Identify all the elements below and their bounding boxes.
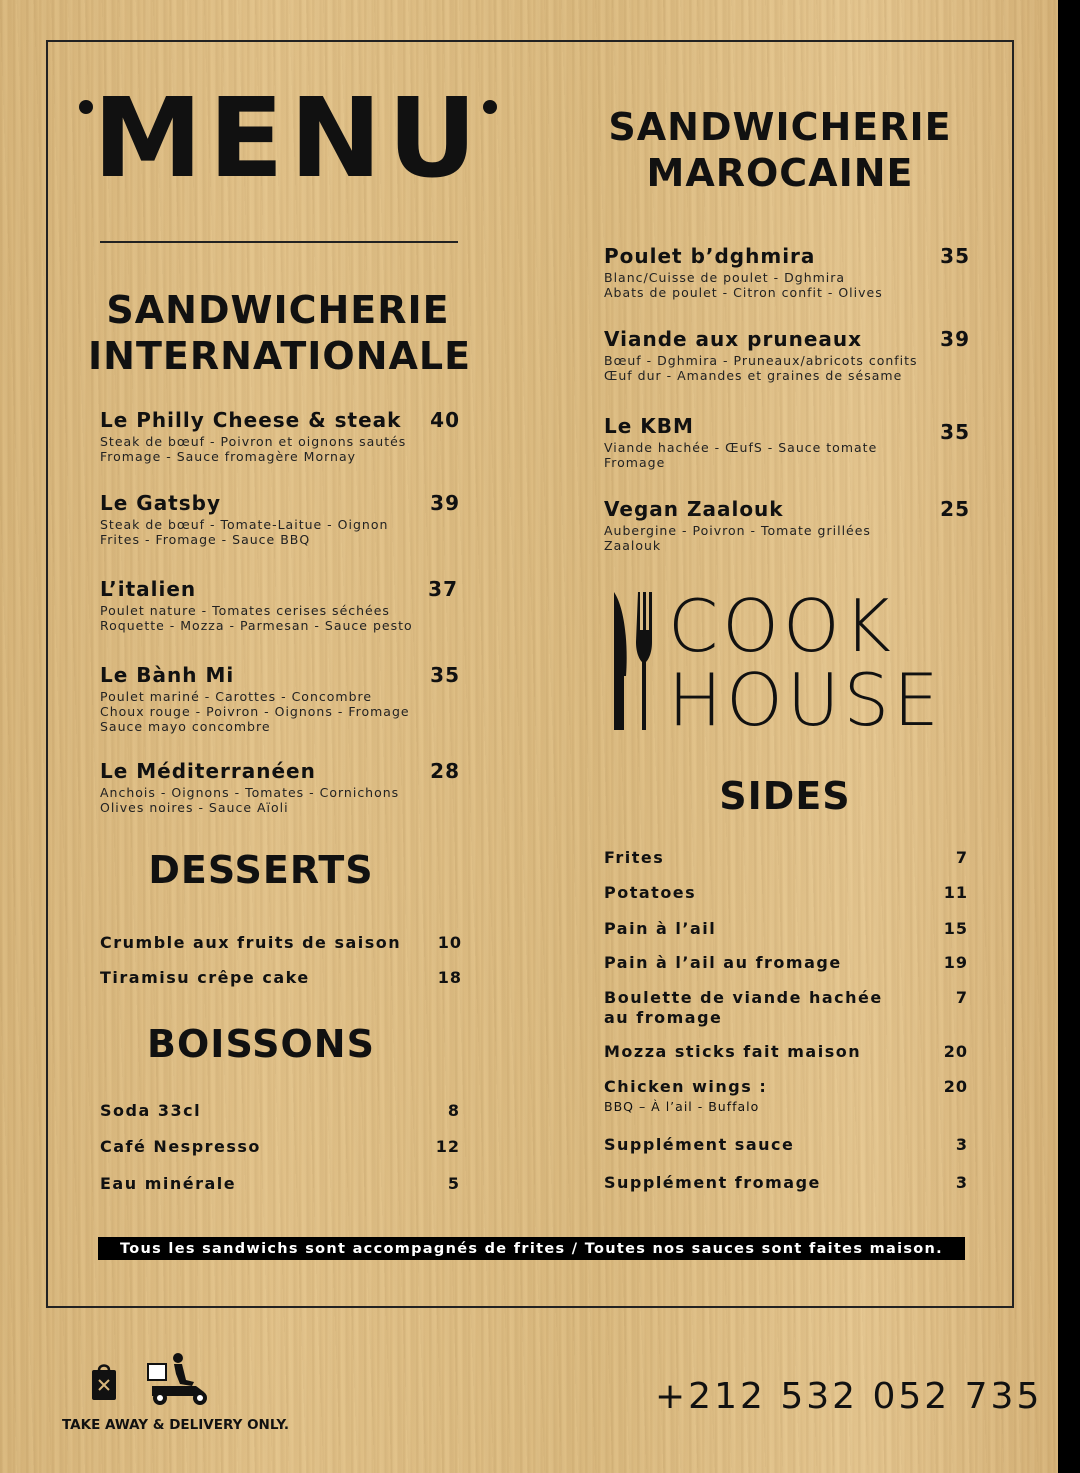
- item-price: 39: [430, 491, 460, 515]
- menu-title-text: MENU: [93, 74, 483, 202]
- phone-number[interactable]: +212 532 052 735: [655, 1376, 1043, 1417]
- item-price: 35: [430, 663, 460, 687]
- row-name: Crumble aux fruits de saison: [100, 933, 402, 952]
- side-row: [604, 1042, 968, 1062]
- side-row: [604, 883, 968, 903]
- drink-row: [100, 1137, 460, 1157]
- logo-line-house: HOUSE: [668, 658, 943, 742]
- row-price: 20: [943, 1042, 968, 1061]
- row-price: 20: [943, 1077, 968, 1096]
- row-name: Chicken wings :: [604, 1077, 768, 1096]
- row-price: 10: [437, 933, 462, 952]
- side-row: [604, 1135, 968, 1155]
- takeaway-delivery-label: TAKE AWAY & DELIVERY ONLY.: [62, 1417, 290, 1433]
- menu-item: [604, 244, 970, 300]
- section-title-marocaine: [590, 105, 970, 196]
- section-title-internationale: [88, 288, 472, 379]
- right-edge-strip: [1058, 0, 1080, 1473]
- item-name: Le Méditerranéen: [100, 759, 316, 783]
- row-price: 15: [943, 919, 968, 938]
- row-name: Pain à l’ail au fromage: [604, 953, 842, 972]
- row-price: 3: [955, 1173, 968, 1192]
- menu-item: [100, 759, 460, 815]
- item-name: Vegan Zaalouk: [604, 497, 784, 521]
- item-price: 35: [940, 244, 970, 268]
- side-row: [604, 988, 968, 1028]
- item-name: L’italien: [100, 577, 197, 601]
- section-title-line1: SANDWICHERIE: [106, 288, 450, 332]
- menu-item: [604, 327, 970, 383]
- menu-item: [604, 414, 970, 470]
- menu-item: [100, 663, 460, 734]
- section-title-line2: INTERNATIONALE: [88, 333, 472, 378]
- takeaway-bag-icon: [90, 1362, 118, 1402]
- row-price: 5: [447, 1174, 460, 1193]
- side-row: [604, 1173, 968, 1193]
- row-price: 18: [437, 968, 462, 987]
- menu-item: [100, 491, 460, 547]
- item-price: 40: [430, 408, 460, 432]
- logo-line-cook: COOK: [668, 584, 895, 668]
- row-name: Eau minérale: [100, 1174, 237, 1193]
- title-dot-left: [79, 100, 93, 114]
- row-name: Boulette de viande hachée au fromage: [604, 988, 883, 1027]
- row-name: Tiramisu crêpe cake: [100, 968, 310, 987]
- side-row: [604, 953, 968, 973]
- row-price: 12: [435, 1137, 460, 1156]
- item-price: 25: [940, 497, 970, 521]
- title-divider: [100, 241, 458, 243]
- item-description: Viande hachée - ŒufS - Sauce tomate Fromage: [604, 440, 878, 470]
- section-title-desserts: DESSERTS: [148, 848, 374, 892]
- item-description: Blanc/Cuisse de poulet - Dghmira Abats de poulet - Citron confit - Olives: [604, 270, 883, 300]
- title-dot-right: [483, 100, 497, 114]
- row-price: 7: [955, 848, 968, 867]
- side-row: [604, 919, 968, 939]
- knife-fork-icon: [610, 590, 656, 736]
- row-price: 7: [955, 988, 968, 1007]
- item-name: Le Gatsby: [100, 491, 222, 515]
- section-title-boissons: BOISSONS: [147, 1022, 375, 1066]
- row-name: Potatoes: [604, 883, 697, 902]
- item-description: Steak de bœuf - Tomate-Laitue - Oignon Frites - Fromage - Sauce BBQ: [100, 517, 389, 547]
- row-price: 19: [943, 953, 968, 972]
- row-name: Mozza sticks fait maison: [604, 1042, 862, 1061]
- item-price: 37: [428, 577, 458, 601]
- delivery-scooter-icon: [146, 1352, 212, 1406]
- item-price: 35: [940, 420, 970, 444]
- item-name: Le Bành Mi: [100, 663, 235, 687]
- row-description: BBQ – À l’ail - Buffalo: [604, 1099, 760, 1114]
- item-description: Steak de bœuf - Poivron et oignons sautés Fromage - Sauce fromagère Mornay: [100, 434, 407, 464]
- row-price: 3: [955, 1135, 968, 1154]
- item-description: Aubergine - Poivron - Tomate grillées Zaalouk: [604, 523, 871, 553]
- cook-house-logo: [608, 584, 968, 742]
- notice-banner: Tous les sandwichs sont accompagnés de frites / Toutes nos sauces sont faites maison.: [98, 1237, 965, 1260]
- item-name: Poulet b’dghmira: [604, 244, 816, 268]
- menu-item: [604, 497, 970, 553]
- menu-item: [100, 408, 460, 464]
- row-name: Pain à l’ail: [604, 919, 717, 938]
- item-price: 39: [940, 327, 970, 351]
- side-row: [604, 848, 968, 868]
- item-name: Le KBM: [604, 414, 694, 438]
- side-row: [604, 1077, 968, 1114]
- row-name: Soda 33cl: [100, 1101, 202, 1120]
- item-description: Poulet mariné - Carottes - Concombre Choux rouge - Poivron - Oignons - Fromage Sauce mayo concombre: [100, 689, 410, 734]
- item-price: 28: [430, 759, 460, 783]
- drink-row: [100, 1101, 460, 1121]
- section-title-line2: MAROCAINE: [646, 150, 914, 195]
- item-description: Bœuf - Dghmira - Pruneaux/abricots confits Œuf dur - Amandes et graines de sésame: [604, 353, 918, 383]
- menu-item: [100, 577, 458, 633]
- row-name: Supplément fromage: [604, 1173, 821, 1192]
- section-title-line1: SANDWICHERIE: [608, 105, 952, 149]
- item-name: Le Philly Cheese & steak: [100, 408, 402, 432]
- section-title-sides: SIDES: [719, 774, 851, 818]
- row-name: Café Nespresso: [100, 1137, 261, 1156]
- row-name: Frites: [604, 848, 665, 867]
- item-name: Viande aux pruneaux: [604, 327, 863, 351]
- row-name: Supplément sauce: [604, 1135, 795, 1154]
- menu-title: [78, 74, 498, 202]
- dessert-row: [100, 933, 462, 953]
- row-price: 8: [447, 1101, 460, 1120]
- drink-row: [100, 1174, 460, 1194]
- item-description: Poulet nature - Tomates cerises séchées Roquette - Mozza - Parmesan - Sauce pesto: [100, 603, 413, 633]
- item-description: Anchois - Oignons - Tomates - Cornichons Olives noires - Sauce Aïoli: [100, 785, 400, 815]
- dessert-row: [100, 968, 462, 988]
- row-price: 11: [943, 883, 968, 902]
